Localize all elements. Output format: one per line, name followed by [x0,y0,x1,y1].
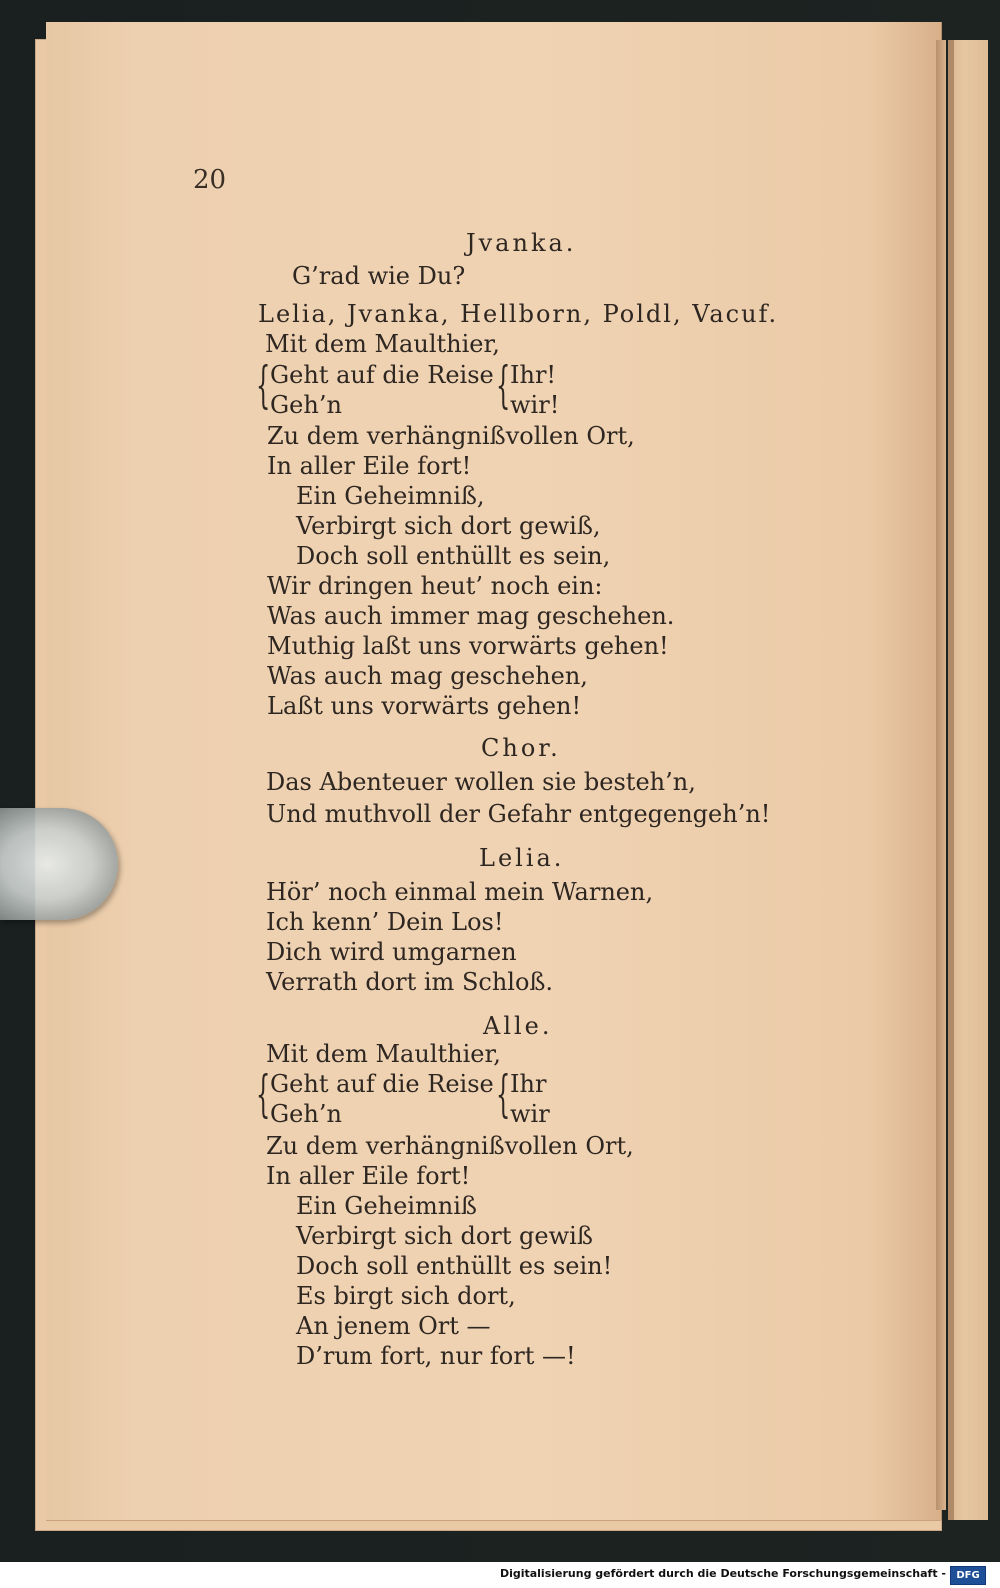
verse-line: Ein Geheimniß, [296,482,485,510]
verse-line: Geht auf die Reise [270,361,494,389]
page-gutter [936,40,946,1510]
verse-line: wir! [510,391,560,419]
verse-line: Ein Geheimniß [296,1192,477,1220]
verse-line: Wir dringen heut’ noch ein: [267,572,603,600]
speaker-heading: Lelia. [479,844,565,872]
verse-line: Dich wird umgarnen [266,938,517,966]
verse-line: Geh’n [270,391,342,419]
brace-left: { [256,356,271,414]
verse-line: Mit dem Maulthier, [266,1040,501,1068]
verse-line: Verbirgt sich dort gewiß [296,1222,593,1250]
dfg-logo-icon: DFG [950,1566,986,1585]
next-page-edge [948,40,988,1520]
verse-line: Geht auf die Reise [270,1070,494,1098]
verse-line: wir [510,1100,550,1128]
verse-line: Mit dem Maulthier, [265,330,500,358]
verse-line: Verrath dort im Schloß. [266,968,554,996]
verse-line: Geh’n [270,1100,342,1128]
verse-line: D’rum fort, nur fort —! [296,1342,576,1370]
page-clip [0,808,118,920]
page-number: 20 [193,165,227,195]
verse-line: Zu dem verhängnißvollen Ort, [266,1132,634,1160]
verse-line: Es birgt sich dort, [296,1282,516,1310]
brace-right: { [496,1065,511,1123]
verse-line: Ihr! [510,361,557,389]
verse-line: Verbirgt sich dort gewiß, [296,512,601,540]
verse-line: In aller Eile fort! [266,1162,471,1190]
verse-line: Zu dem verhängnißvollen Ort, [267,422,635,450]
verse-line: G’rad wie Du? [292,262,466,290]
brace-left: { [256,1065,271,1123]
verse-line: Das Abenteuer wollen sie besteh’n, [266,768,696,796]
brace-right: { [496,356,511,414]
verse-line: Was auch mag geschehen, [267,662,588,690]
verse-line: Laßt uns vorwärts gehen! [267,692,582,720]
verse-line: Hör’ noch einmal mein Warnen, [266,878,654,906]
verse-line: Was auch immer mag geschehen. [267,602,675,630]
verse-line: In aller Eile fort! [267,452,472,480]
verse-line: Ihr [510,1070,547,1098]
verse-line: Doch soll enthüllt es sein, [296,542,611,570]
footer-credit: Digitalisierung gefördert durch die Deutsche Forschungsgemeinschaft - [499,1567,946,1580]
speaker-heading: Lelia, Jvanka, Hellborn, Poldl, Vacuf. [258,300,779,328]
verse-line: Und muthvoll der Gefahr entgegengeh’n! [266,800,771,828]
verse-line: Ich kenn’ Dein Los! [266,908,504,936]
footer-bar [0,1562,1000,1588]
speaker-heading: Jvanka. [466,229,577,257]
verse-line: Doch soll enthüllt es sein! [296,1252,613,1280]
verse-line: Muthig laßt uns vorwärts gehen! [267,632,669,660]
speaker-heading: Chor. [481,734,561,762]
verse-line: An jenem Ort — [296,1312,491,1340]
speaker-heading: Alle. [483,1012,553,1040]
